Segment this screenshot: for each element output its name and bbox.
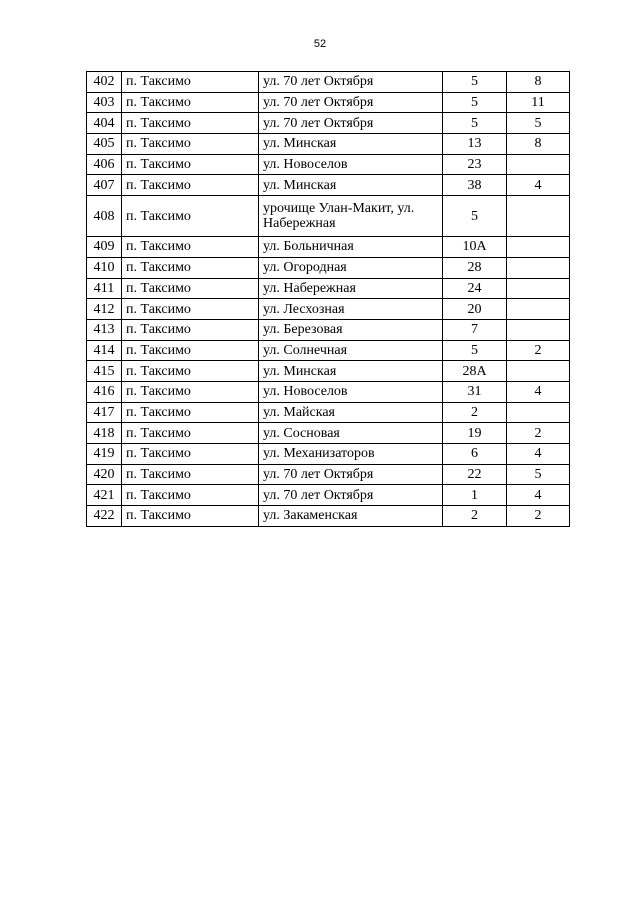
row-number-cell: 418 xyxy=(87,423,122,444)
row-number-cell: 415 xyxy=(87,361,122,382)
row-number-cell: 417 xyxy=(87,402,122,423)
house-number-cell: 2 xyxy=(443,402,507,423)
house-number-cell: 5 xyxy=(443,92,507,113)
table-row xyxy=(87,113,570,134)
street-cell: ул. 70 лет Октября xyxy=(259,92,443,113)
table-row xyxy=(87,72,570,93)
apartment-number-cell: 8 xyxy=(507,72,570,93)
street-cell: ул. 70 лет Октября xyxy=(259,113,443,134)
street-cell: урочище Улан-Макит, ул. Набережная xyxy=(259,196,443,237)
apartment-number-cell: 2 xyxy=(507,506,570,527)
settlement-cell: п. Таксимо xyxy=(122,257,259,278)
row-number-cell: 403 xyxy=(87,92,122,113)
apartment-number-cell: 4 xyxy=(507,444,570,465)
house-number-cell: 20 xyxy=(443,299,507,320)
row-number-cell: 416 xyxy=(87,381,122,402)
table-row xyxy=(87,402,570,423)
house-number-cell: 7 xyxy=(443,319,507,340)
house-number-cell: 24 xyxy=(443,278,507,299)
table-row xyxy=(87,506,570,527)
street-cell: ул. Новоселов xyxy=(259,154,443,175)
settlement-cell: п. Таксимо xyxy=(122,237,259,258)
apartment-number-cell xyxy=(507,319,570,340)
house-number-cell: 22 xyxy=(443,464,507,485)
table-row xyxy=(87,444,570,465)
row-number-cell: 413 xyxy=(87,319,122,340)
apartment-number-cell: 4 xyxy=(507,485,570,506)
table-row xyxy=(87,257,570,278)
house-number-cell: 23 xyxy=(443,154,507,175)
table-row xyxy=(87,278,570,299)
street-cell: ул. 70 лет Октября xyxy=(259,72,443,93)
house-number-cell: 5 xyxy=(443,113,507,134)
table-row xyxy=(87,319,570,340)
settlement-cell: п. Таксимо xyxy=(122,423,259,444)
row-number-cell: 422 xyxy=(87,506,122,527)
settlement-cell: п. Таксимо xyxy=(122,196,259,237)
apartment-number-cell: 2 xyxy=(507,340,570,361)
table-row xyxy=(87,299,570,320)
house-number-cell: 6 xyxy=(443,444,507,465)
apartment-number-cell: 2 xyxy=(507,423,570,444)
row-number-cell: 420 xyxy=(87,464,122,485)
apartment-number-cell xyxy=(507,299,570,320)
settlement-cell: п. Таксимо xyxy=(122,154,259,175)
apartment-number-cell xyxy=(507,154,570,175)
table-row xyxy=(87,381,570,402)
house-number-cell: 5 xyxy=(443,196,507,237)
settlement-cell: п. Таксимо xyxy=(122,134,259,155)
table-row xyxy=(87,464,570,485)
settlement-cell: п. Таксимо xyxy=(122,319,259,340)
row-number-cell: 419 xyxy=(87,444,122,465)
table-row xyxy=(87,361,570,382)
settlement-cell: п. Таксимо xyxy=(122,278,259,299)
apartment-number-cell: 11 xyxy=(507,92,570,113)
table-row xyxy=(87,196,570,237)
apartment-number-cell: 4 xyxy=(507,175,570,196)
row-number-cell: 407 xyxy=(87,175,122,196)
settlement-cell: п. Таксимо xyxy=(122,361,259,382)
table-row xyxy=(87,92,570,113)
street-cell: ул. Закаменская xyxy=(259,506,443,527)
row-number-cell: 404 xyxy=(87,113,122,134)
settlement-cell: п. Таксимо xyxy=(122,72,259,93)
row-number-cell: 421 xyxy=(87,485,122,506)
street-cell: ул. Березовая xyxy=(259,319,443,340)
page-number: 52 xyxy=(313,38,327,50)
row-number-cell: 412 xyxy=(87,299,122,320)
street-cell: ул. Лесхозная xyxy=(259,299,443,320)
apartment-number-cell: 4 xyxy=(507,381,570,402)
row-number-cell: 409 xyxy=(87,237,122,258)
table-row xyxy=(87,175,570,196)
house-number-cell: 13 xyxy=(443,134,507,155)
table-row xyxy=(87,485,570,506)
house-number-cell: 2 xyxy=(443,506,507,527)
house-number-cell: 38 xyxy=(443,175,507,196)
apartment-number-cell xyxy=(507,361,570,382)
street-cell: ул. Минская xyxy=(259,134,443,155)
apartment-number-cell xyxy=(507,402,570,423)
street-cell: ул. 70 лет Октября xyxy=(259,485,443,506)
apartment-number-cell: 8 xyxy=(507,134,570,155)
apartment-number-cell xyxy=(507,237,570,258)
settlement-cell: п. Таксимо xyxy=(122,175,259,196)
settlement-cell: п. Таксимо xyxy=(122,506,259,527)
house-number-cell: 5 xyxy=(443,72,507,93)
house-number-cell: 19 xyxy=(443,423,507,444)
settlement-cell: п. Таксимо xyxy=(122,340,259,361)
row-number-cell: 411 xyxy=(87,278,122,299)
street-cell: ул. Солнечная xyxy=(259,340,443,361)
apartment-number-cell xyxy=(507,278,570,299)
table-row xyxy=(87,154,570,175)
row-number-cell: 414 xyxy=(87,340,122,361)
settlement-cell: п. Таксимо xyxy=(122,113,259,134)
row-number-cell: 402 xyxy=(87,72,122,93)
street-cell: ул. Набережная xyxy=(259,278,443,299)
street-cell: ул. Сосновая xyxy=(259,423,443,444)
settlement-cell: п. Таксимо xyxy=(122,381,259,402)
table-row xyxy=(87,423,570,444)
street-cell: ул. 70 лет Октября xyxy=(259,464,443,485)
street-cell: ул. Минская xyxy=(259,361,443,382)
street-cell: ул. Майская xyxy=(259,402,443,423)
apartment-number-cell xyxy=(507,257,570,278)
table-row xyxy=(87,340,570,361)
house-number-cell: 28 xyxy=(443,257,507,278)
table-row xyxy=(87,134,570,155)
settlement-cell: п. Таксимо xyxy=(122,464,259,485)
house-number-cell: 5 xyxy=(443,340,507,361)
street-cell: ул. Минская xyxy=(259,175,443,196)
settlement-cell: п. Таксимо xyxy=(122,485,259,506)
settlement-cell: п. Таксимо xyxy=(122,92,259,113)
apartment-number-cell: 5 xyxy=(507,464,570,485)
table-row xyxy=(87,237,570,258)
apartment-number-cell: 5 xyxy=(507,113,570,134)
settlement-cell: п. Таксимо xyxy=(122,299,259,320)
house-number-cell: 10А xyxy=(443,237,507,258)
settlement-cell: п. Таксимо xyxy=(122,402,259,423)
settlement-cell: п. Таксимо xyxy=(122,444,259,465)
house-number-cell: 28А xyxy=(443,361,507,382)
street-cell: ул. Огородная xyxy=(259,257,443,278)
row-number-cell: 410 xyxy=(87,257,122,278)
street-cell: ул. Новоселов xyxy=(259,381,443,402)
row-number-cell: 406 xyxy=(87,154,122,175)
address-table xyxy=(86,71,570,527)
row-number-cell: 408 xyxy=(87,196,122,237)
house-number-cell: 1 xyxy=(443,485,507,506)
street-cell: ул. Механизаторов xyxy=(259,444,443,465)
street-cell: ул. Больничная xyxy=(259,237,443,258)
table-body xyxy=(87,72,570,527)
apartment-number-cell xyxy=(507,196,570,237)
house-number-cell: 31 xyxy=(443,381,507,402)
row-number-cell: 405 xyxy=(87,134,122,155)
